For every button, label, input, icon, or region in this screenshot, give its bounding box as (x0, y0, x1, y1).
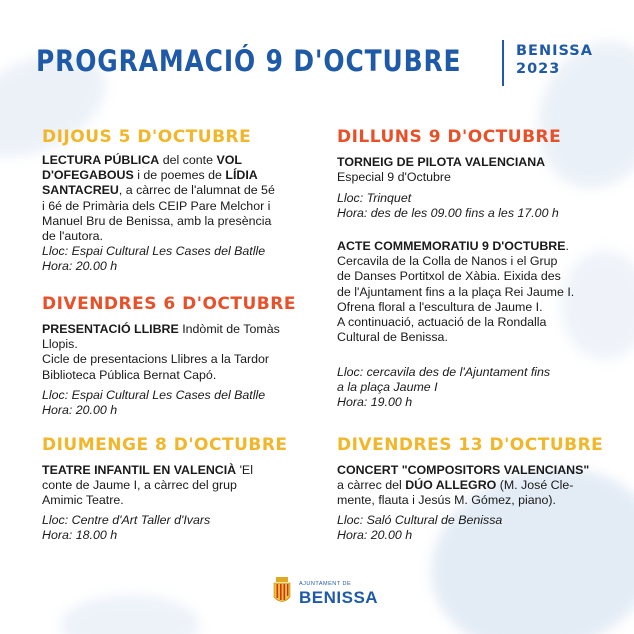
event-teatre: TEATRE INFANTIL EN VALENCIÀ 'El conte de Jaume I, a càrrec del grup Amimic Teatre. (42, 463, 253, 508)
event-presentacio: PRESENTACIÓ LLIBRE Indòmit de Tomàs Llopis. Cicle de presentacions Llibres a la Tardor Biblioteca Pública Bernat Capó. (42, 322, 280, 382)
event-acte: ACTE COMMEMORATIU 9 D'OCTUBRE. Cercavila de la Colla de Nanos i el Grup de Danses Portitxol de Xàbia. Eixida des de l'Ajuntament fins a la plaça Rei Jaume I. Ofrena floral a l'escultura de Jaume I. A continuació, actuació de la Rondalla Cultural de Benissa. (337, 239, 575, 345)
day-title-divendres-6: DIVENDRES 6 D'OCTUBRE (42, 294, 296, 314)
ajuntament-logo (272, 575, 382, 615)
logo-subtitle: AJUNTAMENT DE (299, 581, 352, 587)
logo-name: BENISSA (299, 588, 379, 607)
event-presentacio-info: Lloc: Espai Cultural Les Cases del Batlle Hora: 20.00 h (42, 388, 266, 418)
day-title-dilluns: DILLUNS 9 D'OCTUBRE (337, 127, 562, 147)
page-title: PROGRAMACIÓ 9 D'OCTUBRE (36, 44, 462, 78)
event-concert-info: Lloc: Saló Cultural de Benissa Hora: 20.00 h (337, 513, 503, 543)
day-title-diumenge: DIUMENGE 8 D'OCTUBRE (42, 435, 288, 455)
event-pilota: TORNEIG DE PILOTA VALENCIANA Especial 9 d'Octubre (337, 155, 546, 185)
header-side (516, 42, 593, 78)
town-name: BENISSA (516, 43, 593, 59)
event-lectura-info: Lloc: Espai Cultural Les Cases del Batlle Hora: 20.00 h (42, 244, 266, 274)
background-splash (60, 595, 200, 634)
event-teatre-info: Lloc: Centre d'Art Taller d'Ivars Hora: 18.00 h (42, 513, 211, 543)
event-lectura: LECTURA PÚBLICA del conte VOL D'OFEGABOUS i de poemes de LÍDIA SANTACREU, a càrrec de l'alumnat de 5é i 6é de Primària dels CEIP Pare Melchor i Manuel Bru de Benissa, amb la presència de l'autora. (42, 153, 275, 244)
day-title-divendres-13: DIVENDRES 13 D'OCTUBRE (337, 435, 604, 455)
coat-of-arms-icon (272, 577, 292, 607)
day-title-dijous: DIJOUS 5 D'OCTUBRE (42, 127, 252, 147)
header (36, 38, 606, 88)
header-divider (502, 40, 504, 86)
event-acte-info: Lloc: cercavila des de l'Ajuntament fins a la plaça Jaume I Hora: 19.00 h (337, 365, 551, 410)
event-pilota-info: Lloc: Trinquet Hora: des de les 09.00 fins a les 17.00 h (337, 191, 559, 221)
year: 2023 (516, 61, 561, 77)
event-concert: CONCERT "COMPOSITORS VALENCIANS" a càrrec del DÚO ALLEGRO (M. José Cle- mente, flauta i Jesús M. Gómez, piano). (337, 463, 590, 508)
